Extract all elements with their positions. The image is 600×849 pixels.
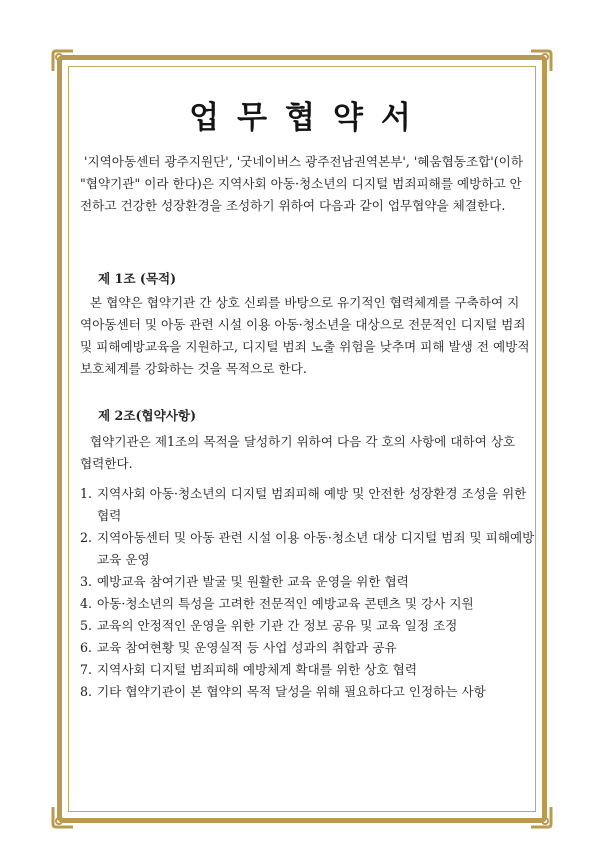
corner-ornament-icon (50, 804, 76, 830)
article-1-text: 본 협약은 협약기관 간 상호 신뢰를 바탕으로 유기적인 협력체계를 구축하여 지역아동센터 및 아동 관련 시설 이용 아동·청소년을 대상으로 전문적인 디지털 범죄 및 피해예방교육을 지원하고, 디지털 범죄 노출 위험을 낮추며 피해 발생 전 예방적 보호체계를 강화하는 것을 목적으로 한다. (80, 295, 530, 376)
corner-ornament-icon (528, 48, 554, 74)
corner-ornament-icon (50, 48, 76, 74)
list-item: 2. 지역아동센터 및 아동 관련 시설 이용 아동·청소년 대상 디지털 범죄 및 피해예방교육 운영 (80, 530, 535, 567)
list-item: 6. 교육 참여현황 및 운영실적 등 사업 성과의 취합과 공유 (80, 640, 397, 655)
document-title: 업무협약서 (189, 100, 429, 136)
list-item: 4. 아동·청소년의 특성을 고려한 전문적인 예방교육 콘텐츠 및 강사 지원 (80, 596, 474, 611)
list-item: 3. 예방교육 참여기관 발굴 및 원활한 교육 운영을 위한 협력 (80, 574, 409, 589)
article-2-heading: 제 2조(협약사항) (98, 408, 197, 423)
article-2-items (80, 483, 535, 703)
list-item: 5. 교육의 안정적인 운영을 위한 기관 간 정보 공유 및 교육 일정 조정 (80, 618, 458, 633)
list-item: 8. 기타 협약기관이 본 협약의 목적 달성을 위해 필요하다고 인정하는 사항 (80, 684, 486, 699)
article-2-text: 협약기관은 제1조의 목적을 달성하기 위하여 다음 각 호의 사항에 대하여 상호 협력한다. (80, 434, 516, 471)
article-1-heading: 제 1조 (목적) (98, 271, 177, 286)
list-item: 1. 지역사회 아동·청소년의 디지털 범죄피해 예방 및 안전한 성장환경 조성을 위한 협력 (80, 486, 527, 523)
intro-paragraph: '지역아동센터 광주지원단', '굿네이버스 광주전남권역본부', '혜움협동조합'(이하 "협약기관" 이라 한다)은 지역사회 아동·청소년의 디지털 범죄피해를 예방하고 안전하고 건강한 성장환경을 조성하기 위하여 다음과 같이 업무협약을 체결한다. (80, 154, 524, 213)
corner-ornament-icon (528, 804, 554, 830)
list-item: 7. 지역사회 디지털 범죄피해 예방체계 확대를 위한 상호 협력 (80, 662, 417, 677)
